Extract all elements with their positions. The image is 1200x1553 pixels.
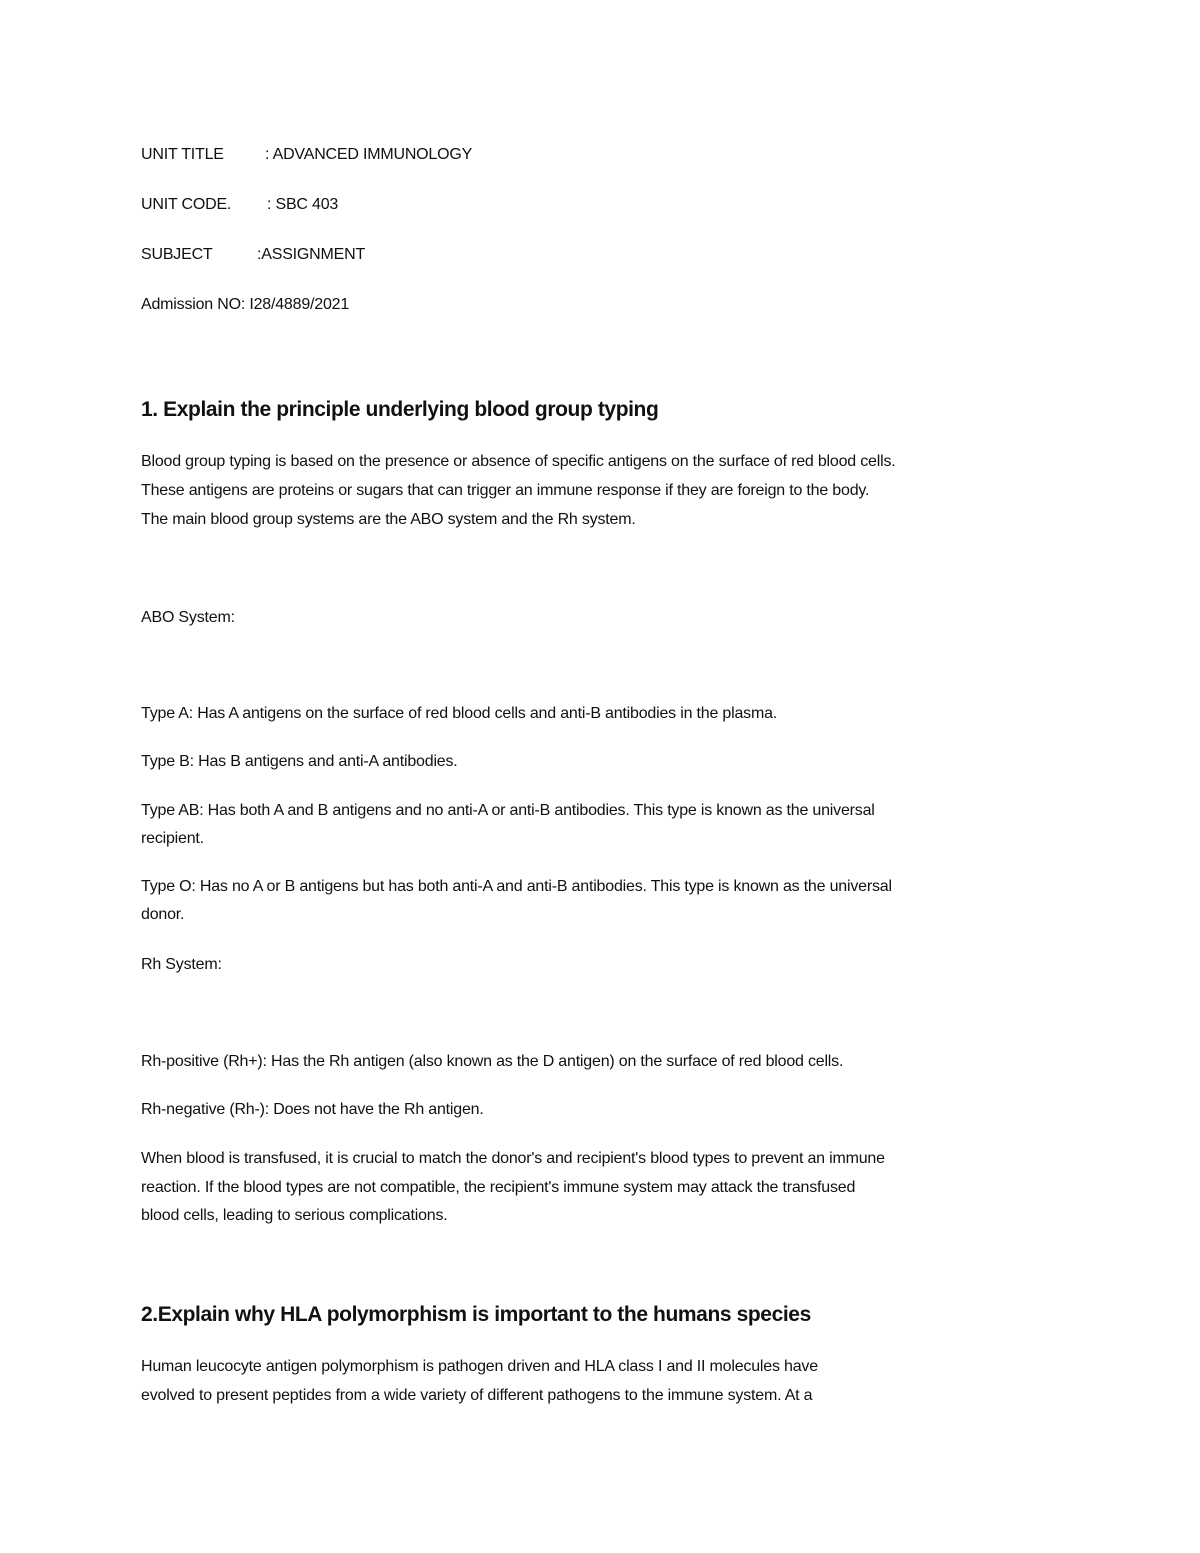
transfusion-text: reaction. If the blood types are not compatible, the recipient's immune system may attack the transfused	[141, 1179, 856, 1196]
question-2-heading: 2.Explain why HLA polymorphism is important to the humans species	[141, 1303, 811, 1326]
unit-code-line	[141, 195, 338, 215]
subject-line	[141, 245, 365, 265]
unit-title-value: : ADVANCED IMMUNOLOGY	[265, 146, 473, 163]
unit-code-label: UNIT CODE.	[141, 196, 232, 213]
type-o-text: Type O: Has no A or B antigens but has both anti-A and anti-B antibodies. This type is known as the universal	[141, 878, 892, 895]
subject-value: :ASSIGNMENT	[257, 246, 366, 263]
unit-title-line	[141, 145, 472, 165]
type-ab-text: recipient.	[141, 830, 204, 847]
type-a-text: Type A: Has A antigens on the surface of red blood cells and anti-B antibodies in the plasma.	[141, 705, 778, 722]
type-ab-text: Type AB: Has both A and B antigens and no anti-A or anti-B antibodies. This type is known as the universal	[141, 802, 875, 819]
unit-code-value: : SBC 403	[267, 196, 339, 213]
subject-label: SUBJECT	[141, 246, 213, 263]
intro-line: The main blood group systems are the ABO system and the Rh system.	[141, 511, 636, 528]
rh-positive-text: Rh-positive (Rh+): Has the Rh antigen (also known as the D antigen) on the surface of red blood cells.	[141, 1053, 844, 1070]
question-1-heading: 1. Explain the principle underlying blood group typing	[141, 398, 659, 421]
abo-system-title: ABO System:	[141, 609, 235, 626]
intro-line: Blood group typing is based on the presence or absence of specific antigens on the surface of red blood cells.	[141, 453, 896, 470]
rh-system-title: Rh System:	[141, 956, 222, 973]
hla-text: evolved to present peptides from a wide variety of different pathogens to the immune system. At a	[141, 1387, 813, 1404]
type-o-text: donor.	[141, 906, 185, 923]
admission-number: Admission NO: I28/4889/2021	[141, 296, 350, 313]
transfusion-text: When blood is transfused, it is crucial to match the donor's and recipient's blood types to prevent an immune	[141, 1150, 885, 1167]
hla-text: Human leucocyte antigen polymorphism is pathogen driven and HLA class I and II molecules have	[141, 1358, 818, 1375]
intro-line: These antigens are proteins or sugars that can trigger an immune response if they are foreign to the body.	[141, 482, 870, 499]
transfusion-text: blood cells, leading to serious complications.	[141, 1207, 448, 1224]
rh-negative-text: Rh-negative (Rh-): Does not have the Rh antigen.	[141, 1101, 484, 1118]
unit-title-label: UNIT TITLE	[141, 146, 224, 163]
type-b-text: Type B: Has B antigens and anti-A antibodies.	[141, 753, 458, 770]
